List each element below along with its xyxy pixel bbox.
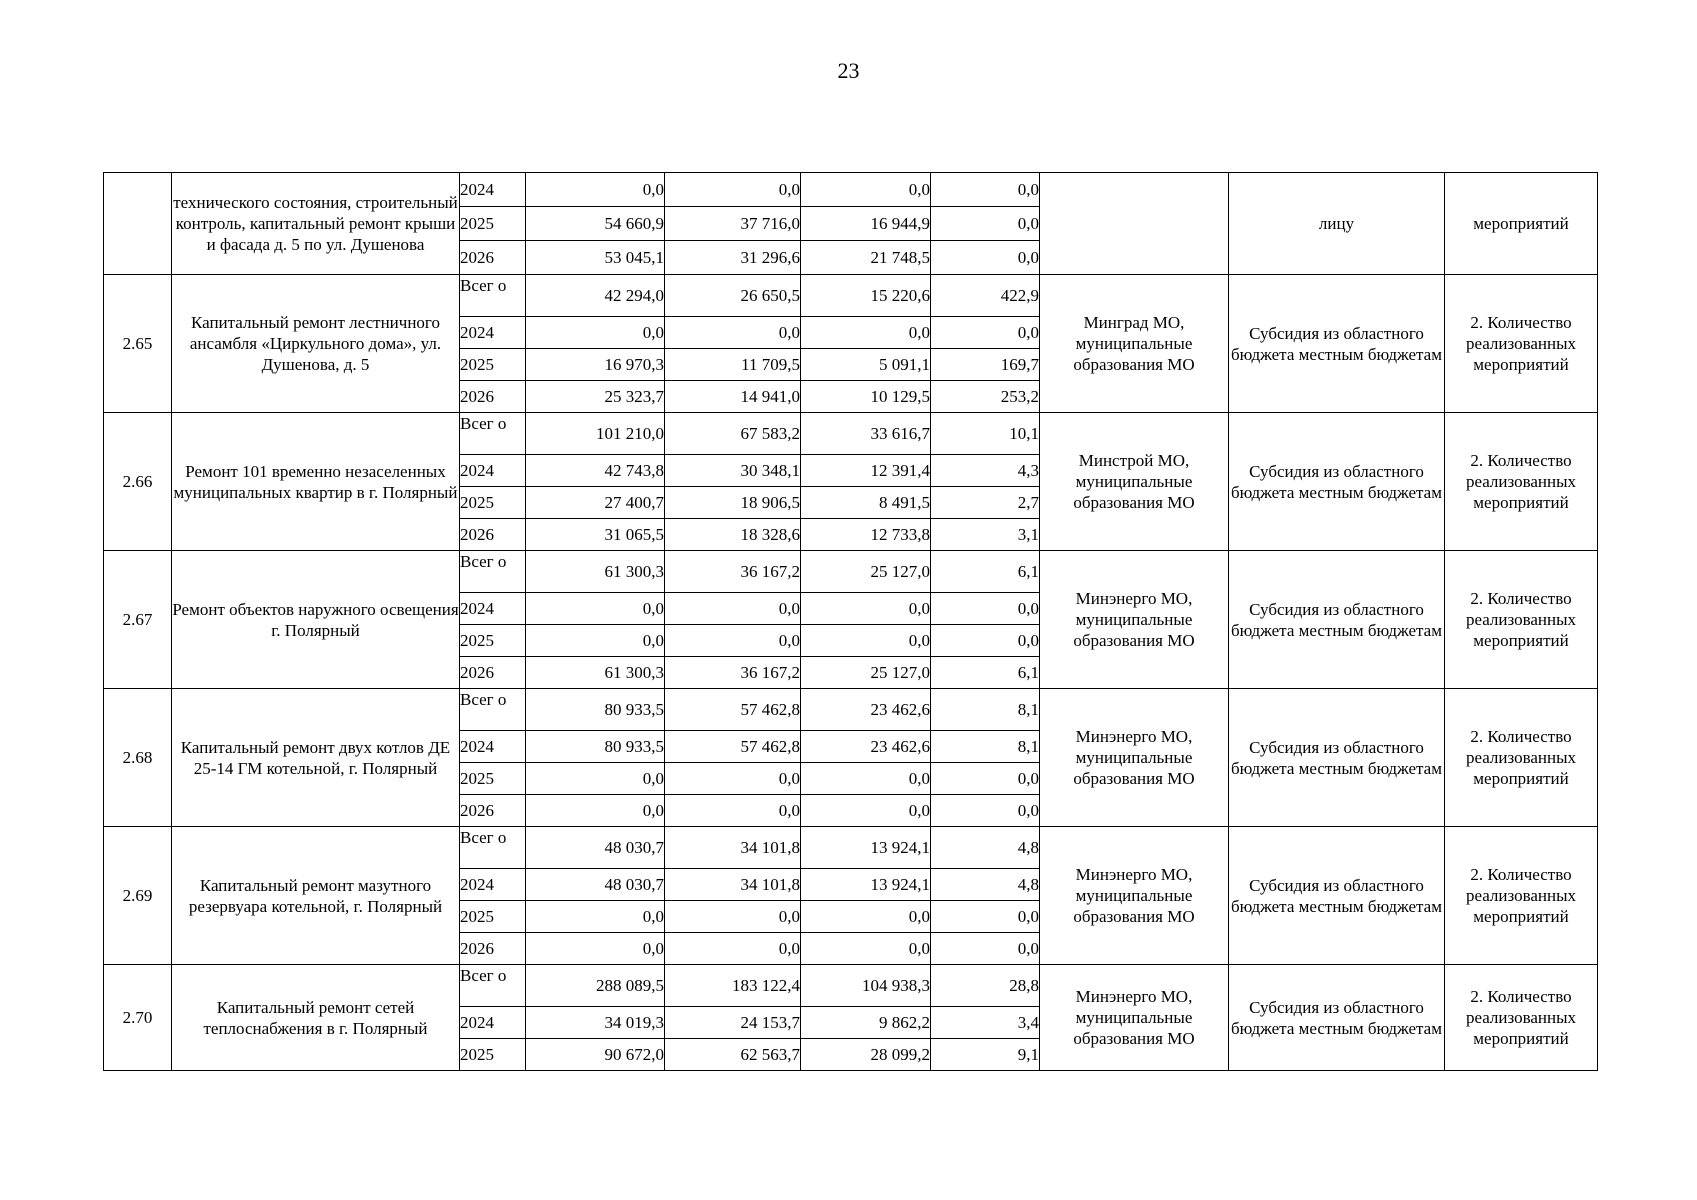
amount-regional: 0,0 <box>665 933 801 965</box>
year-cell: 2024 <box>460 317 526 349</box>
amount-total: 0,0 <box>526 173 665 207</box>
amount-local: 4,8 <box>931 869 1040 901</box>
amount-regional: 0,0 <box>665 795 801 827</box>
amount-total: 80 933,5 <box>526 731 665 763</box>
item-number: 2.70 <box>104 965 172 1071</box>
amount-regional: 0,0 <box>665 173 801 207</box>
result-cell: 2. Количество реализованных мероприятий <box>1445 827 1598 965</box>
amount-regional: 36 167,2 <box>665 657 801 689</box>
item-number: 2.66 <box>104 413 172 551</box>
year-cell: 2026 <box>460 241 526 275</box>
mechanism-cell: Субсидия из областного бюджета местным бюджетам <box>1229 551 1445 689</box>
item-name: Капитальный ремонт двух котлов ДЕ 25-14 ГМ котельной, г. Полярный <box>172 689 460 827</box>
amount-regional: 0,0 <box>665 901 801 933</box>
year-cell: Всег о <box>460 965 526 1007</box>
amount-total: 27 400,7 <box>526 487 665 519</box>
amount-regional: 0,0 <box>665 317 801 349</box>
amount-local: 422,9 <box>931 275 1040 317</box>
year-cell: 2026 <box>460 657 526 689</box>
amount-total: 34 019,3 <box>526 1007 665 1039</box>
amount-federal: 23 462,6 <box>801 689 931 731</box>
amount-regional: 34 101,8 <box>665 869 801 901</box>
amount-local: 6,1 <box>931 551 1040 593</box>
table-row <box>104 827 1598 869</box>
amount-federal: 0,0 <box>801 763 931 795</box>
budget-table <box>103 172 1598 1071</box>
amount-total: 48 030,7 <box>526 869 665 901</box>
amount-total: 0,0 <box>526 593 665 625</box>
amount-federal: 0,0 <box>801 901 931 933</box>
amount-local: 6,1 <box>931 657 1040 689</box>
item-name: Капитальный ремонт сетей теплоснабжения в г. Полярный <box>172 965 460 1071</box>
amount-federal: 12 733,8 <box>801 519 931 551</box>
amount-regional: 30 348,1 <box>665 455 801 487</box>
amount-federal: 0,0 <box>801 317 931 349</box>
amount-local: 253,2 <box>931 381 1040 413</box>
mechanism-cell: Субсидия из областного бюджета местным бюджетам <box>1229 827 1445 965</box>
result-cell: 2. Количество реализованных мероприятий <box>1445 413 1598 551</box>
table-row <box>104 965 1598 1007</box>
table-body <box>104 173 1598 1071</box>
page-number: 23 <box>837 58 860 83</box>
year-cell: 2024 <box>460 173 526 207</box>
amount-federal: 12 391,4 <box>801 455 931 487</box>
item-number: 2.67 <box>104 551 172 689</box>
amount-regional: 18 328,6 <box>665 519 801 551</box>
amount-regional: 0,0 <box>665 763 801 795</box>
year-cell: 2026 <box>460 933 526 965</box>
amount-local: 10,1 <box>931 413 1040 455</box>
amount-total: 0,0 <box>526 901 665 933</box>
amount-total: 42 743,8 <box>526 455 665 487</box>
table-row <box>104 689 1598 731</box>
mechanism-cell: Субсидия из областного бюджета местным бюджетам <box>1229 413 1445 551</box>
amount-federal: 0,0 <box>801 933 931 965</box>
year-cell: 2025 <box>460 763 526 795</box>
amount-local: 8,1 <box>931 731 1040 763</box>
year-cell: 2025 <box>460 1039 526 1071</box>
executor-cell: Минэнерго МО, муниципальные образования МО <box>1040 551 1229 689</box>
year-cell: Всег о <box>460 689 526 731</box>
amount-local: 0,0 <box>931 593 1040 625</box>
amount-federal: 13 924,1 <box>801 869 931 901</box>
amount-federal: 21 748,5 <box>801 241 931 275</box>
amount-regional: 57 462,8 <box>665 731 801 763</box>
amount-total: 61 300,3 <box>526 657 665 689</box>
year-cell: 2025 <box>460 487 526 519</box>
table-row <box>104 551 1598 593</box>
executor-cell: Минэнерго МО, муниципальные образования МО <box>1040 827 1229 965</box>
amount-regional: 36 167,2 <box>665 551 801 593</box>
item-name: Ремонт объектов наружного освещения г. Полярный <box>172 551 460 689</box>
amount-federal: 25 127,0 <box>801 657 931 689</box>
item-number: 2.68 <box>104 689 172 827</box>
executor-cell: Минэнерго МО, муниципальные образования МО <box>1040 965 1229 1071</box>
executor-cell: Минград МО, муниципальные образования МО <box>1040 275 1229 413</box>
amount-federal: 104 938,3 <box>801 965 931 1007</box>
year-cell: Всег о <box>460 275 526 317</box>
amount-federal: 0,0 <box>801 593 931 625</box>
year-cell: 2024 <box>460 731 526 763</box>
amount-regional: 31 296,6 <box>665 241 801 275</box>
item-number: 2.65 <box>104 275 172 413</box>
amount-regional: 0,0 <box>665 593 801 625</box>
amount-local: 3,1 <box>931 519 1040 551</box>
amount-federal: 28 099,2 <box>801 1039 931 1071</box>
year-cell: Всег о <box>460 551 526 593</box>
amount-total: 61 300,3 <box>526 551 665 593</box>
amount-local: 9,1 <box>931 1039 1040 1071</box>
year-cell: Всег о <box>460 827 526 869</box>
amount-total: 31 065,5 <box>526 519 665 551</box>
amount-federal: 10 129,5 <box>801 381 931 413</box>
amount-federal: 15 220,6 <box>801 275 931 317</box>
amount-federal: 33 616,7 <box>801 413 931 455</box>
result-cell: 2. Количество реализованных мероприятий <box>1445 965 1598 1071</box>
result-cell: мероприятий <box>1445 173 1598 275</box>
amount-total: 53 045,1 <box>526 241 665 275</box>
year-cell: 2026 <box>460 381 526 413</box>
year-cell: Всег о <box>460 413 526 455</box>
amount-local: 0,0 <box>931 625 1040 657</box>
amount-total: 0,0 <box>526 933 665 965</box>
item-name: Капитальный ремонт лестничного ансамбля «Циркульного дома», ул. Душенова, д. 5 <box>172 275 460 413</box>
item-name: Ремонт 101 временно незаселенных муниципальных квартир в г. Полярный <box>172 413 460 551</box>
amount-regional: 18 906,5 <box>665 487 801 519</box>
amount-regional: 11 709,5 <box>665 349 801 381</box>
amount-regional: 62 563,7 <box>665 1039 801 1071</box>
year-cell: 2024 <box>460 1007 526 1039</box>
amount-local: 0,0 <box>931 901 1040 933</box>
year-cell: 2024 <box>460 869 526 901</box>
item-number <box>104 173 172 275</box>
executor-cell <box>1040 173 1229 275</box>
amount-federal: 25 127,0 <box>801 551 931 593</box>
year-cell: 2026 <box>460 795 526 827</box>
amount-regional: 183 122,4 <box>665 965 801 1007</box>
year-cell: 2024 <box>460 593 526 625</box>
amount-local: 3,4 <box>931 1007 1040 1039</box>
amount-federal: 8 491,5 <box>801 487 931 519</box>
item-number: 2.69 <box>104 827 172 965</box>
year-cell: 2025 <box>460 901 526 933</box>
amount-local: 0,0 <box>931 241 1040 275</box>
amount-total: 90 672,0 <box>526 1039 665 1071</box>
amount-local: 0,0 <box>931 795 1040 827</box>
amount-total: 16 970,3 <box>526 349 665 381</box>
result-cell: 2. Количество реализованных мероприятий <box>1445 689 1598 827</box>
amount-total: 0,0 <box>526 763 665 795</box>
amount-total: 101 210,0 <box>526 413 665 455</box>
amount-federal: 0,0 <box>801 173 931 207</box>
year-cell: 2025 <box>460 625 526 657</box>
amount-local: 0,0 <box>931 207 1040 241</box>
mechanism-cell: Субсидия из областного бюджета местным бюджетам <box>1229 275 1445 413</box>
year-cell: 2025 <box>460 207 526 241</box>
mechanism-cell: Субсидия из областного бюджета местным бюджетам <box>1229 965 1445 1071</box>
amount-federal: 23 462,6 <box>801 731 931 763</box>
amount-regional: 67 583,2 <box>665 413 801 455</box>
executor-cell: Минэнерго МО, муниципальные образования МО <box>1040 689 1229 827</box>
table-row <box>104 173 1598 207</box>
amount-local: 0,0 <box>931 933 1040 965</box>
amount-total: 42 294,0 <box>526 275 665 317</box>
amount-total: 0,0 <box>526 795 665 827</box>
table-row <box>104 275 1598 317</box>
amount-total: 25 323,7 <box>526 381 665 413</box>
executor-cell: Минстрой МО, муниципальные образования МО <box>1040 413 1229 551</box>
amount-total: 0,0 <box>526 625 665 657</box>
amount-local: 0,0 <box>931 317 1040 349</box>
amount-regional: 26 650,5 <box>665 275 801 317</box>
amount-local: 0,0 <box>931 173 1040 207</box>
amount-local: 0,0 <box>931 763 1040 795</box>
amount-local: 2,7 <box>931 487 1040 519</box>
amount-total: 80 933,5 <box>526 689 665 731</box>
year-cell: 2026 <box>460 519 526 551</box>
year-cell: 2024 <box>460 455 526 487</box>
amount-federal: 0,0 <box>801 795 931 827</box>
amount-local: 4,8 <box>931 827 1040 869</box>
amount-total: 54 660,9 <box>526 207 665 241</box>
amount-total: 288 089,5 <box>526 965 665 1007</box>
amount-regional: 57 462,8 <box>665 689 801 731</box>
result-cell: 2. Количество реализованных мероприятий <box>1445 551 1598 689</box>
mechanism-cell: лицу <box>1229 173 1445 275</box>
amount-federal: 16 944,9 <box>801 207 931 241</box>
mechanism-cell: Субсидия из областного бюджета местным бюджетам <box>1229 689 1445 827</box>
amount-federal: 13 924,1 <box>801 827 931 869</box>
amount-local: 28,8 <box>931 965 1040 1007</box>
amount-regional: 34 101,8 <box>665 827 801 869</box>
amount-regional: 0,0 <box>665 625 801 657</box>
result-cell: 2. Количество реализованных мероприятий <box>1445 275 1598 413</box>
amount-local: 4,3 <box>931 455 1040 487</box>
item-name: Капитальный ремонт мазутного резервуара котельной, г. Полярный <box>172 827 460 965</box>
amount-federal: 5 091,1 <box>801 349 931 381</box>
year-cell: 2025 <box>460 349 526 381</box>
amount-regional: 24 153,7 <box>665 1007 801 1039</box>
amount-total: 0,0 <box>526 317 665 349</box>
amount-federal: 0,0 <box>801 625 931 657</box>
amount-local: 8,1 <box>931 689 1040 731</box>
amount-local: 169,7 <box>931 349 1040 381</box>
item-name: технического состояния, строительный контроль, капитальный ремонт крыши и фасада д. 5 по ул. Душенова <box>172 173 460 275</box>
table-row <box>104 413 1598 455</box>
amount-regional: 14 941,0 <box>665 381 801 413</box>
amount-federal: 9 862,2 <box>801 1007 931 1039</box>
amount-regional: 37 716,0 <box>665 207 801 241</box>
amount-total: 48 030,7 <box>526 827 665 869</box>
